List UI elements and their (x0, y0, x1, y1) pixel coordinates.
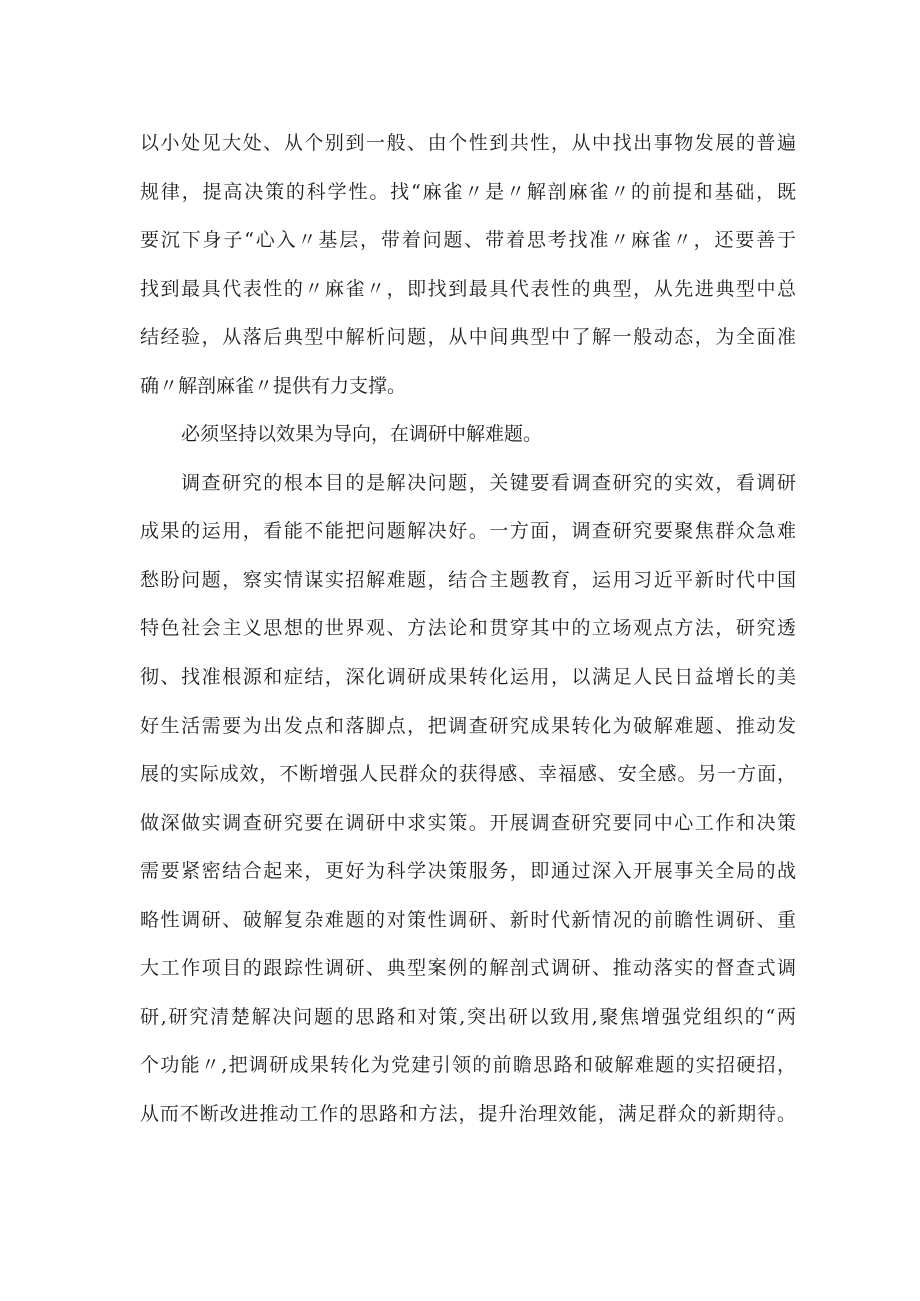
paragraph-sparrow-analysis (140, 119, 796, 410)
text-line: 彻、找准根源和症结，深化调研成果转化运用，以满足人民日益增长的美 (140, 666, 796, 689)
text-line: 大工作项目的跟踪性调研、典型案例的解剖式调研、推动落实的督查式调 (140, 957, 796, 980)
text-line: 略性调研、破解复杂难题的对策性调研、新时代新情况的前瞻性调研、重 (140, 908, 796, 931)
text-line: 展的实际成效，不断增强人民群众的获得感、幸福感、安全感。另一方面， (140, 763, 796, 786)
document-body (140, 119, 796, 1138)
section-heading-line: 必须坚持以效果为导向，在调研中解难题。 (181, 423, 543, 446)
text-line: 需要紧密结合起来，更好为科学决策服务，即通过深入开展事关全局的战 (140, 860, 796, 883)
text-line: 调查研究的根本目的是解决问题，关键要看调查研究的实效，看调研 (181, 471, 796, 494)
text-line: 做深做实调查研究要在调研中求实策。开展调查研究要同中心工作和决策 (140, 811, 796, 834)
paragraph-heading-effect-oriented (140, 410, 796, 459)
text-line: 以小处见大处、从个别到一般、由个性到共性，从中找出事物发展的普遍 (140, 132, 796, 154)
text-line: 特色社会主义思想的世界观、方法论和贯穿其中的立场观点方法，研究透 (140, 617, 796, 640)
text-line: 确〃解剖麻雀〃提供有力支撑。 (140, 374, 407, 397)
text-line: 愁盼问题，察实情谋实招解难题，结合主题教育，运用习近平新时代中国 (140, 568, 796, 591)
text-line: 研,研究清楚解决问题的思路和对策,突出研以致用,聚焦增强党组织的“两 (140, 1005, 796, 1028)
text-line: 结经验，从落后典型中解析问题，从中间典型中了解一般动态，为全面准 (140, 326, 796, 349)
text-line: 个功能〃,把调研成果转化为党建引领的前瞻思路和破解难题的实招硬招， (140, 1054, 796, 1077)
text-line: 要沉下身子“心入〃基层，带着问题、带着思考找准〃麻雀〃，还要善于 (140, 229, 796, 252)
text-line: 好生活需要为出发点和落脚点，把调查研究成果转化为破解难题、推动发 (140, 714, 796, 737)
paragraph-solve-problems (140, 459, 796, 1139)
text-line: 从而不断改进推动工作的思路和方法，提升治理效能，满足群众的新期待。 (140, 1102, 796, 1125)
text-line: 成果的运用，看能不能把问题解决好。一方面，调查研究要聚焦群众急难 (140, 520, 796, 543)
text-line: 找到最具代表性的〃麻雀〃，即找到最具代表性的典型，从先进典型中总 (140, 277, 796, 300)
text-line: 规律，提高决策的科学性。找“麻雀〃是〃解剖麻雀〃的前提和基础，既 (140, 180, 796, 203)
